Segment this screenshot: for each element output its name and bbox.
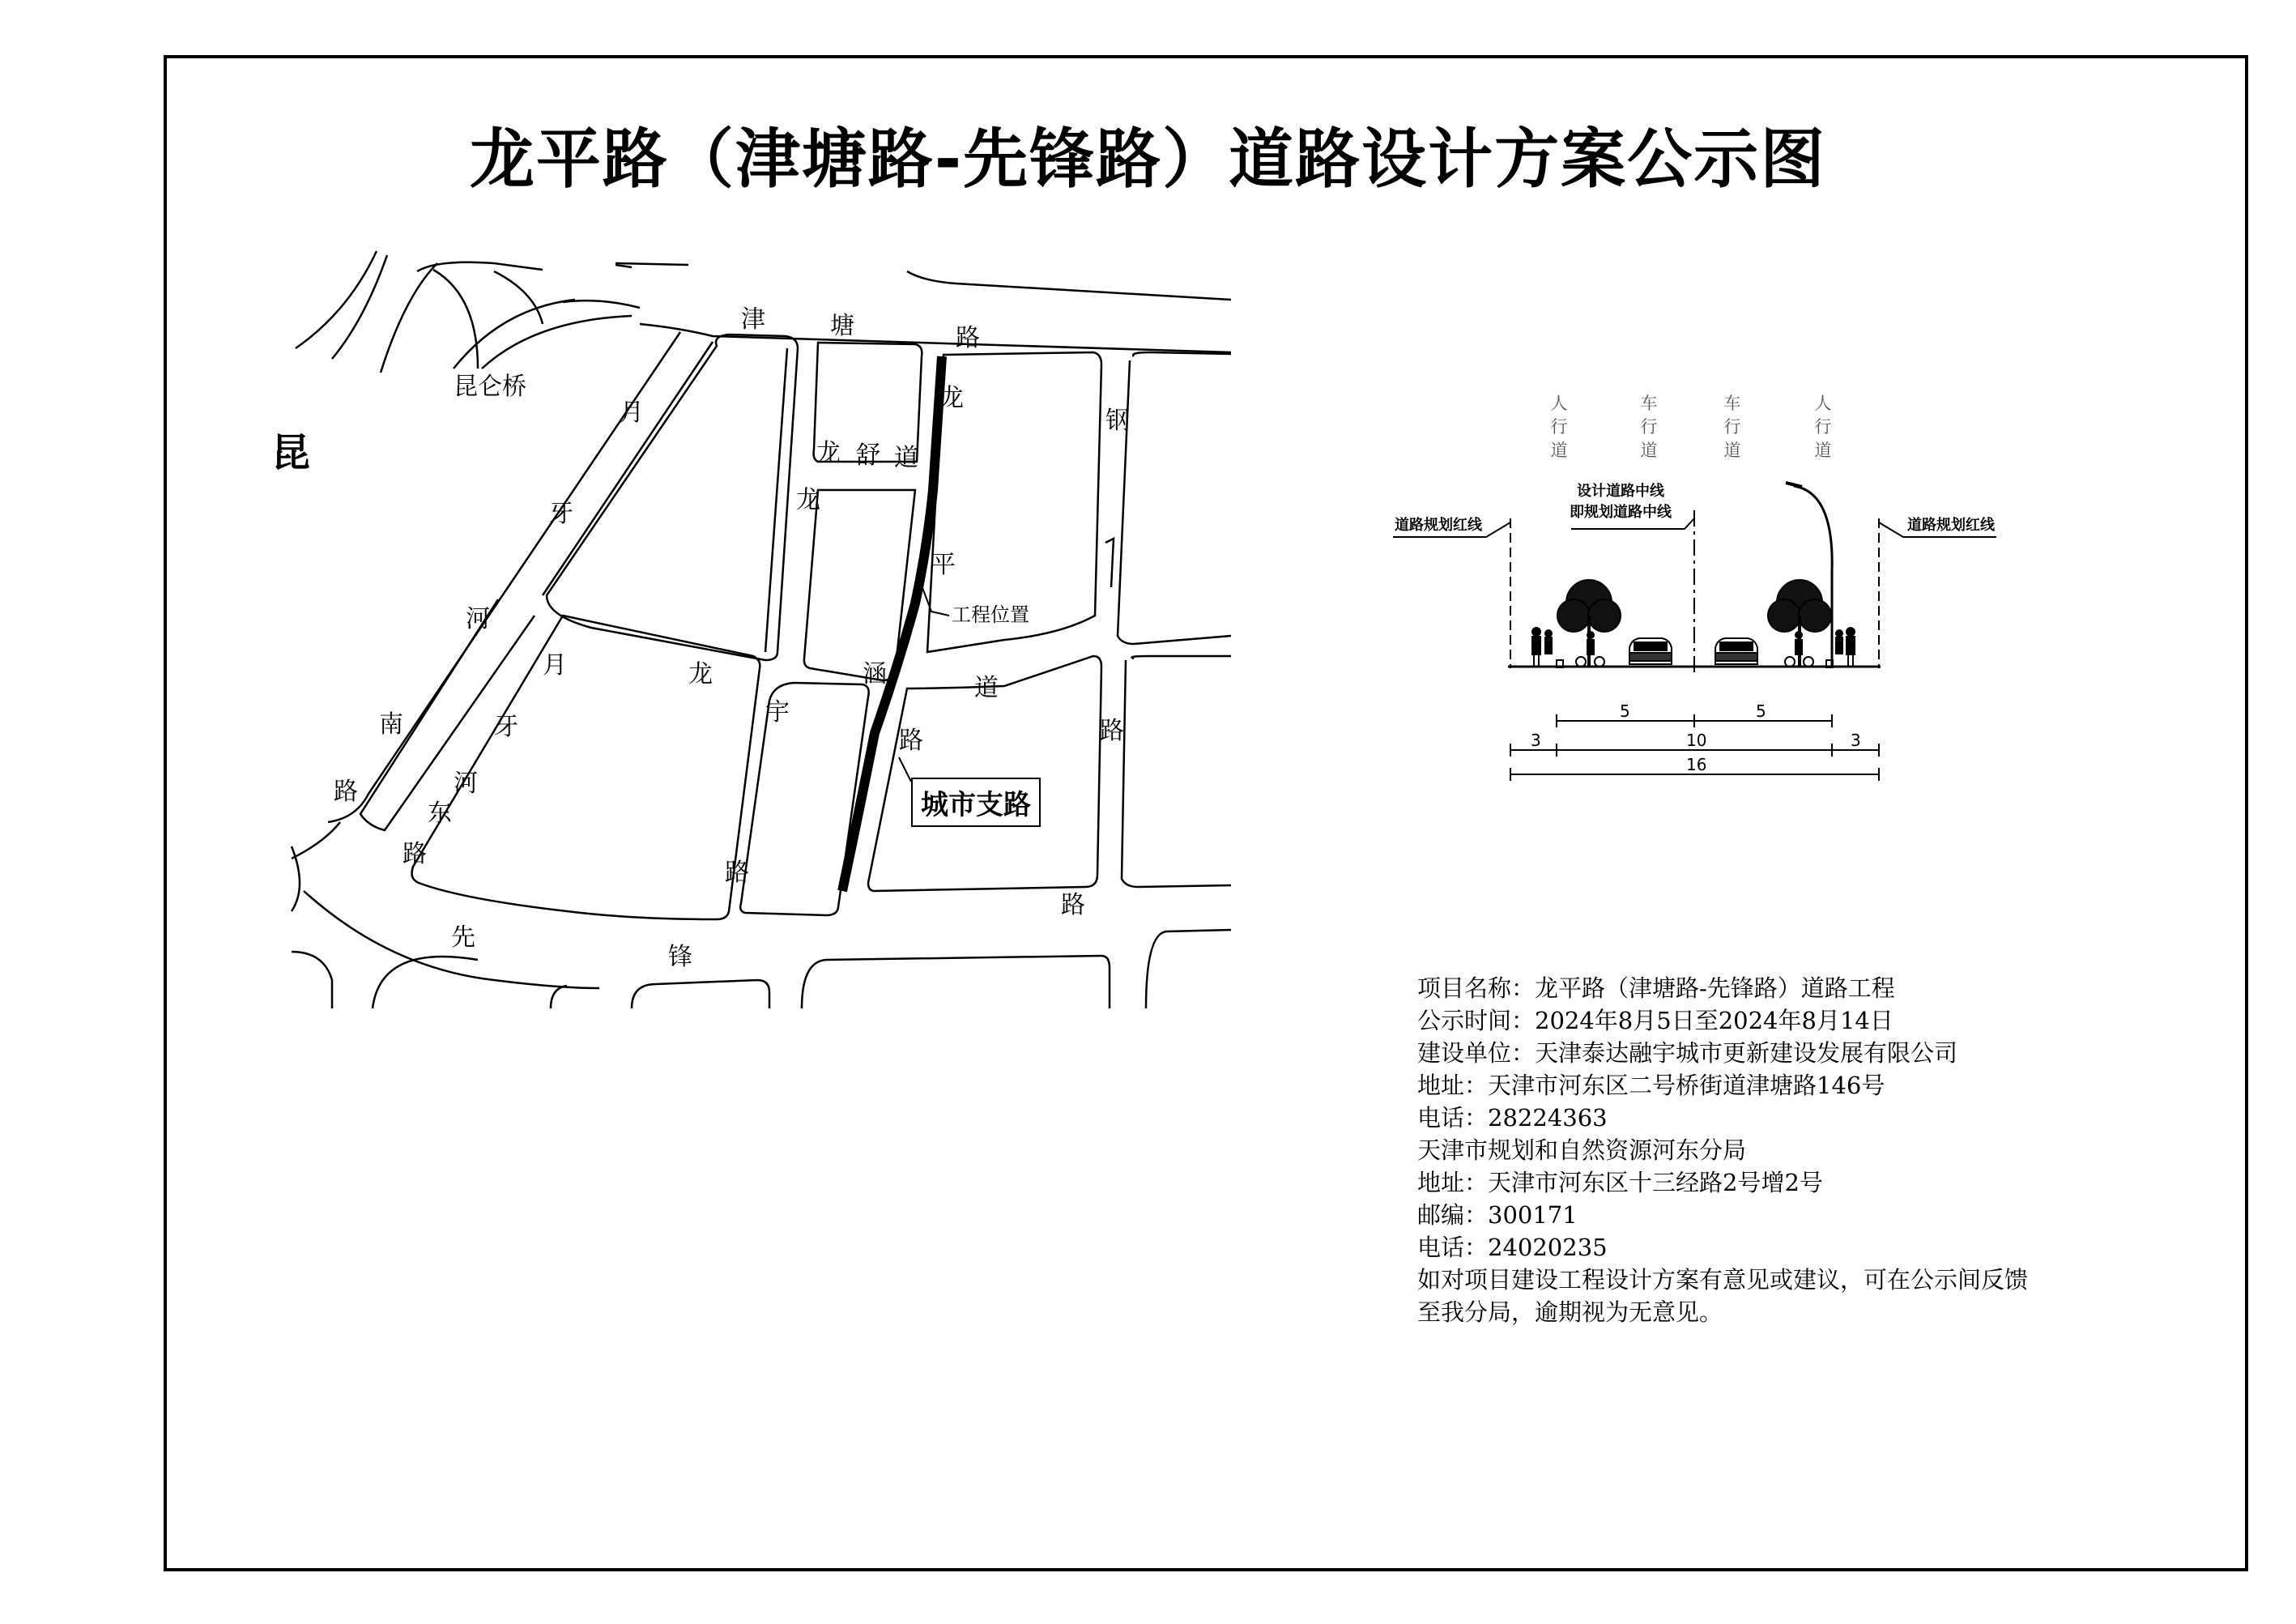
location-map (271, 247, 1231, 1008)
lane-label-sidewalk-right: 人行道 (1814, 394, 1832, 460)
label-longhan-1: 龙 (796, 486, 820, 514)
city-branch-road-box: 城市支路 (911, 778, 1041, 827)
red-line-label-left: 道路规划红线 (1395, 517, 1482, 534)
info-bureau-phone: 电话：24020235 (1417, 1234, 1608, 1261)
label-yueyahedong-2: 牙 (494, 713, 518, 741)
label-lu-mid: 路 (899, 727, 923, 755)
page-title: 龙平路（津塘路-先锋路）道路设计方案公示图 (469, 121, 1827, 197)
label-nan-2: 路 (334, 778, 358, 806)
dim-sidewalk-right: 3 (1851, 731, 1861, 750)
label-yueyahedong-3: 河 (454, 769, 478, 798)
label-longshu-2: 舒 (856, 441, 880, 470)
label-nan-1: 南 (379, 710, 403, 739)
label-gang-2: 路 (1100, 717, 1124, 745)
label-yueya-3: 河 (466, 605, 490, 633)
label-jintang-3: 路 (956, 324, 980, 352)
road-cross-section (1377, 373, 2008, 794)
label-yueya-1: 月 (620, 399, 644, 427)
label-longping-1: 龙 (939, 384, 964, 412)
dim-total: 16 (1686, 755, 1707, 774)
label-gang-1: 钢 (1105, 407, 1130, 435)
label-jintang-2: 塘 (830, 312, 854, 340)
label-longhan-2: 龙 (688, 660, 713, 688)
info-note-line1: 如对项目建设工程设计方案有意见或建议，可在公示间反馈 (1417, 1266, 2029, 1294)
dim-carriage-right: 5 (1756, 701, 1766, 721)
info-bureau: 天津市规划和自然资源河东分局 (1417, 1136, 1747, 1164)
label-longping-2: 平 (931, 551, 956, 579)
label-jintang-1: 津 (741, 305, 765, 334)
lane-label-carriageway-right: 车行道 (1723, 394, 1741, 460)
notice-info (1417, 972, 2146, 1328)
label-xianfeng-1: 先 (451, 923, 475, 952)
label-longhan-3: 涵 (863, 660, 887, 688)
label-xianfeng-2: 锋 (668, 943, 692, 971)
label-yueya-2: 牙 (549, 500, 573, 528)
info-project-name: 项目名称：龙平路（津塘路-先锋路）道路工程 (1417, 974, 1895, 1002)
centerline-label-2: 即规划道路中线 (1570, 504, 1672, 521)
centerline-label-1: 设计道路中线 (1577, 483, 1664, 500)
lane-label-carriageway-left: 车行道 (1640, 394, 1658, 460)
info-builder: 建设单位：天津泰达融宇城市更新建设发展有限公司 (1417, 1039, 1958, 1067)
info-bureau-address: 地址：天津市河东区十三经路2号增2号 (1417, 1169, 1823, 1196)
label-yueyahedong-5: 路 (403, 840, 427, 868)
dim-sidewalk-left: 3 (1531, 731, 1541, 750)
info-postcode: 邮编：300171 (1417, 1201, 1578, 1229)
label-cut-char: 昆 (271, 430, 311, 475)
label-xianfeng-3: 路 (1061, 891, 1085, 919)
info-notice-period: 公示时间：2024年8月5日至2024年8月14日 (1417, 1007, 1893, 1034)
label-yueyahedong-1: 月 (543, 651, 567, 680)
dim-carriage-left: 5 (1620, 701, 1630, 721)
label-kunlun-bridge: 昆仑桥 (454, 373, 526, 401)
label-longhan-4: 道 (974, 674, 999, 702)
leader-lines (292, 247, 1231, 1008)
info-builder-address: 地址：天津市河东区二号桥街道津塘路146号 (1417, 1072, 1885, 1099)
label-longyu-3: 路 (725, 859, 749, 887)
label-yueyahedong-4: 东 (428, 799, 452, 828)
label-longshu-3: 道 (894, 444, 918, 472)
lane-label-sidewalk-left: 人行道 (1550, 394, 1568, 460)
label-project-location: 工程位置 (952, 603, 1029, 626)
red-line-label-right: 道路规划红线 (1907, 517, 1995, 534)
info-builder-phone: 电话：28224363 (1417, 1104, 1608, 1132)
info-note-line2: 至我分局，逾期视为无意见。 (1417, 1298, 1723, 1326)
label-longyu-2: 宇 (765, 698, 790, 727)
dim-carriageway-total: 10 (1686, 731, 1707, 750)
label-longshu-1: 龙 (816, 439, 841, 467)
